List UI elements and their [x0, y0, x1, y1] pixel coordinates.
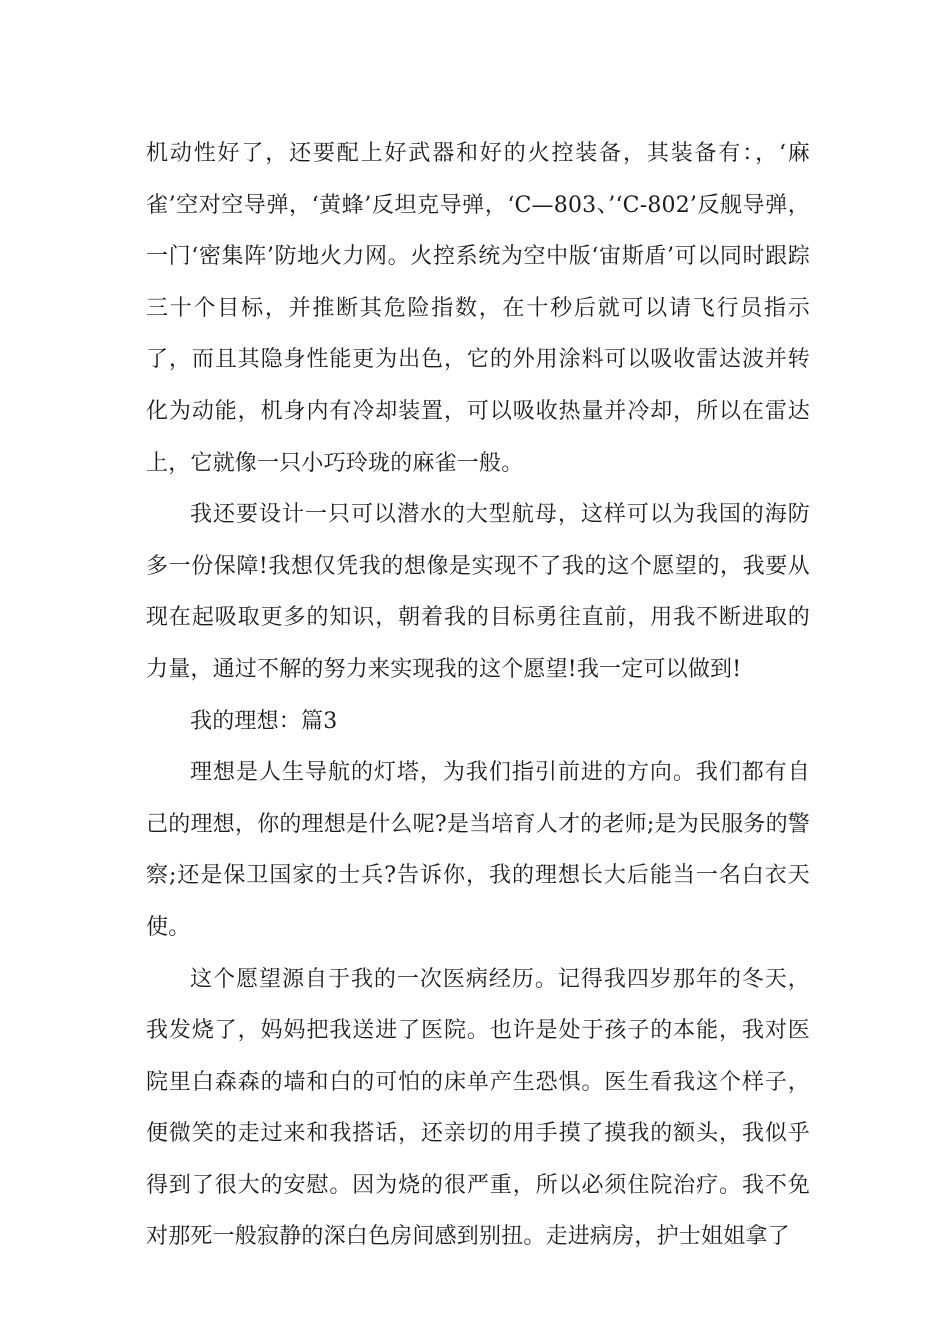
- paragraph-2: 我还要设计一只可以潜水的大型航母，这样可以为我国的海防多一份保障!我想仅凭我的想像是实现不了我的这个愿望的，我要从现在起吸取更多的知识，朝着我的目标勇往直前，用我不断进取的力量，通过不解的努力来实现我的这个愿望!我一定可以做到!: [146, 502, 810, 682]
- section-heading: 我的理想：篇3: [190, 708, 338, 734]
- body-text: [146, 128, 810, 1263]
- paragraph-1: 机动性好了，还要配上好武器和好的火控装备，其装备有：，‘麻雀’空对空导弹，‘黄蜂’反坦克导弹，‘C—803、’‘C-802’反舰导弹，一门‘密集阵’防地火力网。火控系统为空中版‘宙斯盾’可以同时跟踪三十个目标，并推断其危险指数，在十秒后就可以请飞行员指示了，而且其隐身性能更为出色，它的外用涂料可以吸收雷达波并转化为动能，机身内有冷却装置，可以吸收热量并冷却，所以在雷达上，它就像一只小巧玲珑的麻雀一般。: [146, 141, 810, 476]
- paragraph-3: 理想是人生导航的灯塔，为我们指引前进的方向。我们都有自己的理想，你的理想是什么呢?是当培育人才的老师;是为民服务的警察;还是保卫国家的士兵?告诉你，我的理想长大后能当一名白衣天使。: [146, 760, 810, 940]
- paragraph-4: 这个愿望源自于我的一次医病经历。记得我四岁那年的冬天，我发烧了，妈妈把我送进了医院。也许是处于孩子的本能，我对医院里白森森的墙和白的可怕的床单产生恐惧。医生看我这个样子，便微笑的走过来和我搭话，还亲切的用手摸了摸我的额头，我似乎得到了很大的安慰。因为烧的很严重，所以必须住院治疗。我不免对那死一般寂静的深白色房间感到别扭。走进病房，护士姐姐拿了: [146, 966, 810, 1250]
